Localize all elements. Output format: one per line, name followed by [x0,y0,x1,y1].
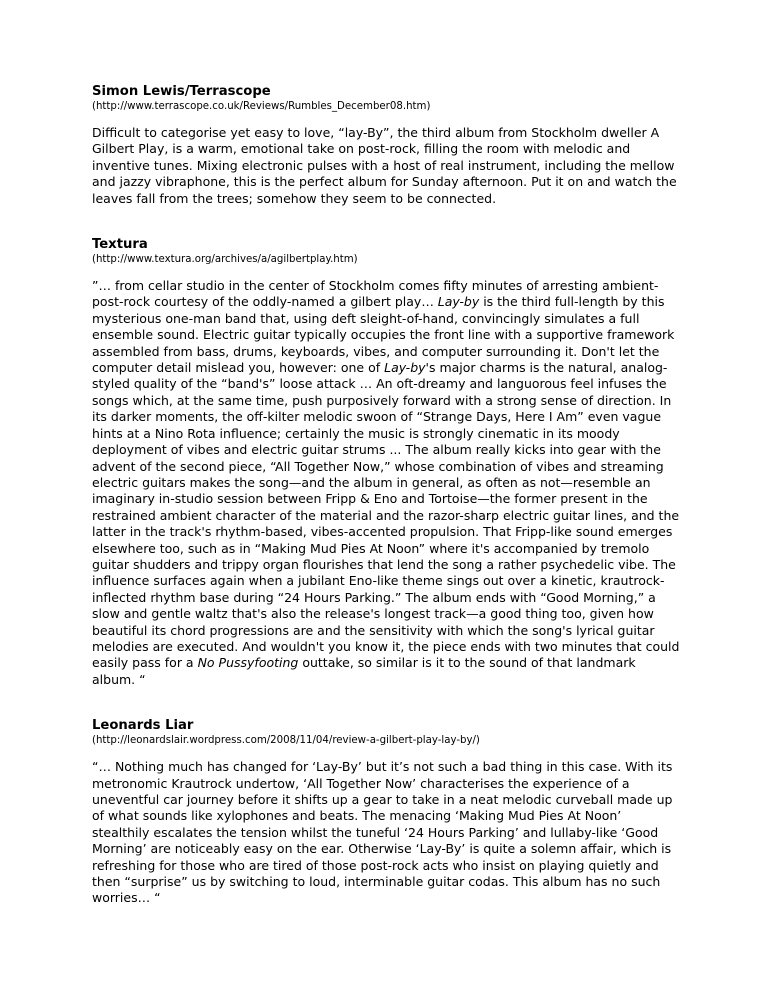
review-text: Difficult to categorise yet easy to love, “lay-By”, the third album from Stockholm dweller A Gilbert Play, is a warm, emotional take on post-rock, filling the room with melodic and inventive tunes. Mixing electronic pulses with a host of real instrument, including the mellow and jazzy vibraphone, this is the perfect album for Sunday afternoon. Put it on and watch the leaves fall from the trees; somehow they seem to be connected. [92,125,677,206]
review-body [92,125,680,207]
review-textura [92,237,680,688]
album-title-italic: Lay-by [437,294,480,310]
review-leonards-liar [92,718,680,907]
review-text: is the third full-length by this mysterious one-man band that, using deft sleight-of-hand, convincingly simulates a full ensemble sound. Electric guitar typically occupies the front line with a supportive framework assembled from bass, drums, keyboards, vibes, and computer surrounding it. Don't let the computer detail mislead you, however: one of [92,294,675,376]
review-body [92,278,680,688]
review-source-title: Simon Lewis/Terrascope [92,84,271,99]
album-title-italic: No Pussyfooting [197,655,299,671]
review-source-title: Textura [92,237,148,253]
review-document [92,84,680,907]
album-title-italic: Lay-by [384,360,426,376]
review-body [92,759,680,907]
review-text: outtake, so similar is it to the sound of that landmark album. “ [92,655,636,687]
review-text: 's major charms is the natural, analog-styled quality of the “band's” loose attack … An oft-dreamy and languorous feel infuses the songs which, at the same time, push purposively forward with a strong sense of direction. In its darker moments, the off-kilter melodic swoon of “Strange Days, Here I Am” even vague hints at a Nino Rota influence; certainly the music is strongly cinematic in its moody deployment of vibes and electric guitar strums ... The album really kicks into gear with the advent of the second piece, “All Together Now,” whose combination of vibes and streaming electric guitars makes the song—and the album in general, as often as not—resemble an imaginary in-studio session between Fripp & Eno and Tortoise—the former present in the restrained ambient character of the material and the razor-sharp electric guitar lines, and the latter in the track's rhythm-based, vibes-accented propulsion. That Fripp-like sound emerges elsewhere too, such as in “Making Mud Pies At Noon” where it's accompanied by tremolo guitar shudders and trippy organ flourishes that lend the song a rather psychedelic vibe. The influence surfaces again when a jubilant Eno-like theme sings out over a kinetic, krautrock-inflected rhythm base during “24 Hours Parking.” The album ends with “Good Morning,” a slow and gentle waltz that's also the release's longest track—a good thing too, given how beautiful its chord progressions are and the sensitivity with which the song's lyrical guitar melodies are executed. And wouldn't you know it, the piece ends with two minutes that could easily pass for a [92,360,680,671]
review-source-url: (http://www.terrascope.co.uk/Reviews/Rumbles_December08.htm) [92,101,431,112]
review-source-url: (http://www.textura.org/archives/a/agilbertplay.htm) [92,254,358,266]
review-text: “… Nothing much has changed for ‘Lay-By’ but it’s not such a bad thing in this case. With its metronomic Krautrock undertow, ‘All Together Now’ characterises the experience of a uneventful car journey before it shifts up a gear to take in a neat melodic curveball made up of what sounds like xylophones and beats. The menacing ‘Making Mud Pies At Noon’ stealthily escalates the tension whilst the tuneful ‘24 Hours Parking’ and lullaby-like ‘Good Morning’ are noticeably easy on the ear. Otherwise ‘Lay-By’ is quite a solemn affair, which is refreshing for those who are tired of those post-rock acts who insist on playing quietly and then “surprise” us by switching to loud, interminable guitar codas. This album has no such worries… “ [92,759,673,906]
review-terrascope [92,84,680,207]
review-source-url: (http://leonardslair.wordpress.com/2008/11/04/review-a-gilbert-play-lay-by/) [92,735,480,747]
review-text: ”… from cellar studio in the center of Stockholm comes fifty minutes of arresting ambient-post-rock courtesy of the oddly-named a gilbert play… [92,278,659,310]
review-source-title: Leonards Liar [92,718,194,734]
